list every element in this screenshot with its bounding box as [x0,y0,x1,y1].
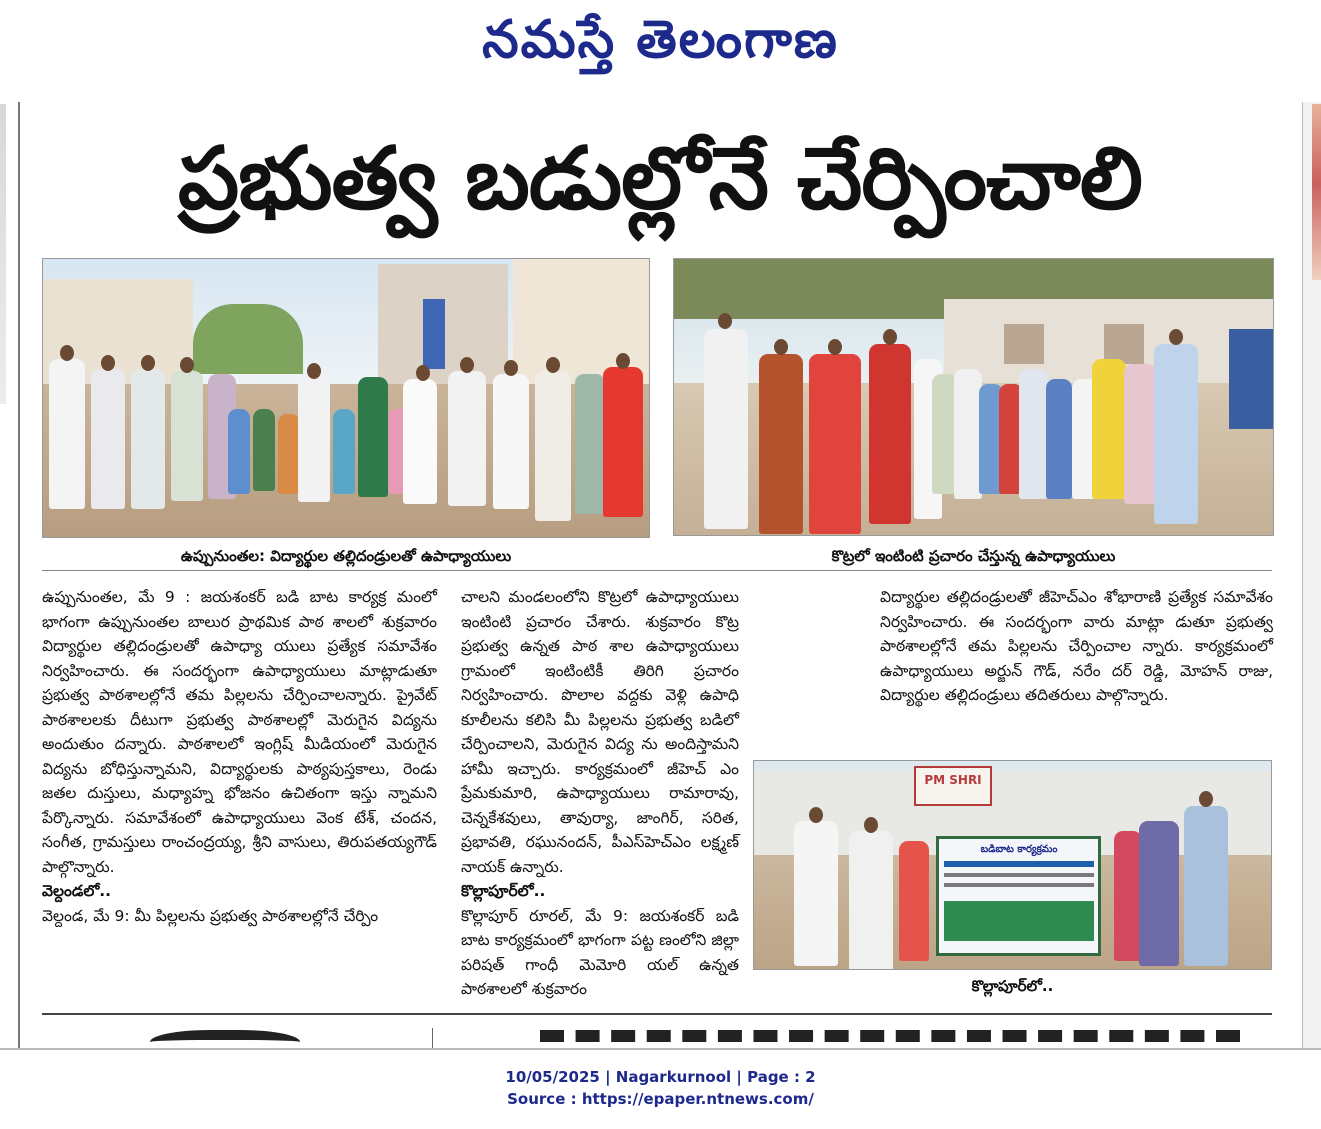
article-column-2 [461,585,739,1002]
article-paragraph: వెల్దండ, మే 9: మీ పిల్లలను ప్రభుత్వ పాఠశాలల్లోనే చేర్పిం [42,906,379,925]
cropped-next-headline-left [150,1030,310,1048]
article-column-3 [880,585,1273,708]
article-subheading-kollapur: కొల్లాపూర్‌లో.. [461,882,546,900]
article-paragraph: ఉప్పునుంతల, మే 9 : జయశంకర్ బడి బాట కార్యక్ర మంలో భాగంగా ఉప్పునుంతల బాలుర ప్రాథమిక పాఠ శాలలో శుక్రవారం విద్యార్థుల తల్లిదండ్రులతో ఉపాధ్యా యులు ప్రత్యేక సమావేశం నిర్వహించారు. ఈ సందర్భంగా ఉపాధ్యాయులు మాట్లాడుతూ ప్రభుత్వ పాఠశాలల్లోనే తమ పిల్లలను చేర్పించాలన్నారు. ప్రైవేట్ పాఠశాలలకు దీటుగా ప్రభుత్వ పాఠశాలల్లో మెరుగైన విద్యను అందుతుం దన్నారు. పాఠశాలలో ఇంగ్లిష్ మీడియంలో మెరుగైన విద్యను బోధిస్తున్నామని, విద్యార్థులకు పాఠ్యపుస్తకాలు, రెండు జతల దుస్తులు, మధ్యాహ్న భోజనం ఉచితంగా ఇస్తు న్నామని పేర్కొన్నారు. సమావేశంలో ఉపాధ్యాయులు వెంక టేశ్, చందన, సంగీత, గ్రామస్తులు రాంచంద్రయ్య, శ్రీని వాసులు, తిరుపతయ్యగౌడ్ పాల్గొన్నారు. [42,588,437,876]
section-divider [42,1013,1272,1015]
article-paragraph: చాలని మండలంలోని కొట్రలో ఉపాధ్యాయులు ఇంటింటి ప్రచారం చేశారు. శుక్రవారం కొట్ర ప్రభుత్వ ఉన్నత పాఠ శాల ఉపాధ్యాయులు గ్రామంలో ఇంటింటికీ తిరిగి ప్రచారం నిర్వహించారు. పొలాల వద్దకు వెళ్లి ఉపాధి కూలీలను కలిసి మీ పిల్లలను ప్రభుత్వ బడిలో చేర్పించాలని, మెరుగైన విద్య ను అందిస్తామని హామీ ఇచ్చారు. కార్యక్రమంలో జీహెచ్ ఎం ప్రేమకుమారి, ఉపాధ్యాయులు రామారావు, చెన్నకేశవులు, తావుర్యా, జాంగిర్, సరిత, ప్రభావతి, రఘునందన్, పీఎస్‌హెచ్ఎం లక్ష్మణ్ నాయక్ ఉన్నారు. [461,588,739,876]
photo-caption-uppununthala: ఉప్పునుంతల: విద్యార్థుల తల్లిదండ్రులతో ఉపాధ్యాయులు [180,547,512,565]
adjacent-page-edge-left [0,104,6,404]
news-photo-uppununthala [42,258,650,538]
page-border-bottom [0,1048,1321,1050]
article-paragraph: కొల్లాపూర్ రూరల్, మే 9: జయశంకర్ బడి బాట కార్యక్రమంలో భాగంగా పట్ట ణంలోని జిల్లా పరిషత్ గాంధీ మెమోరి యల్ ఉన్నత పాఠశాలలో శుక్రవారం [461,906,739,998]
page-border-left [18,102,20,1048]
column-divider [432,1028,433,1048]
photo-caption-kollapur: కొల్లాపూర్‌లో.. [971,977,1054,995]
cropped-next-headline-right [540,1030,1240,1048]
edition-info: 10/05/2025 | Nagarkurnool | Page : 2 [505,1068,816,1086]
source-url: Source : https://epaper.ntnews.com/ [507,1090,814,1108]
masthead-logo: నమస్తే తెలంగాణ [482,9,839,70]
news-photo-kotra [673,258,1274,536]
article-subheading-veldanda: వెల్దండలో.. [42,882,112,900]
photo-caption-kotra: కొట్రలో ఇంటింటి ప్రచారం చేస్తున్న ఉపాధ్యాయులు [831,547,1116,565]
campaign-banner: బడిబాట కార్యక్రమం [980,844,1058,855]
news-photo-kollapur [753,760,1272,970]
article-paragraph: విద్యార్థుల తల్లిదండ్రులతో జీహెచ్ఎం శోభారాణి ప్రత్యేక సమావేశం నిర్వహించారు. ఈ సందర్భంగా వారు మాట్లా డుతూ ప్రభుత్వ పాఠశాలల్లోనే తమ పిల్లలను చేర్పించాల న్నారు. కార్యక్రమంలో ఉపాధ్యాయులు అర్జున్ గౌడ్, నరేం దర్ రెడ్డి, మోహన్ రాజు, విద్యార్థుల తల్లిదండ్రులు తదితరులు పాల్గొన్నారు. [880,588,1273,704]
article-column-1 [42,585,437,928]
caption-divider [42,570,1272,571]
article-headline: ప్రభుత్వ బడుల్లోనే చేర్పించాలి [178,129,1142,229]
school-signboard: PM SHRI [924,773,982,787]
adjacent-page-photo [1312,104,1321,280]
